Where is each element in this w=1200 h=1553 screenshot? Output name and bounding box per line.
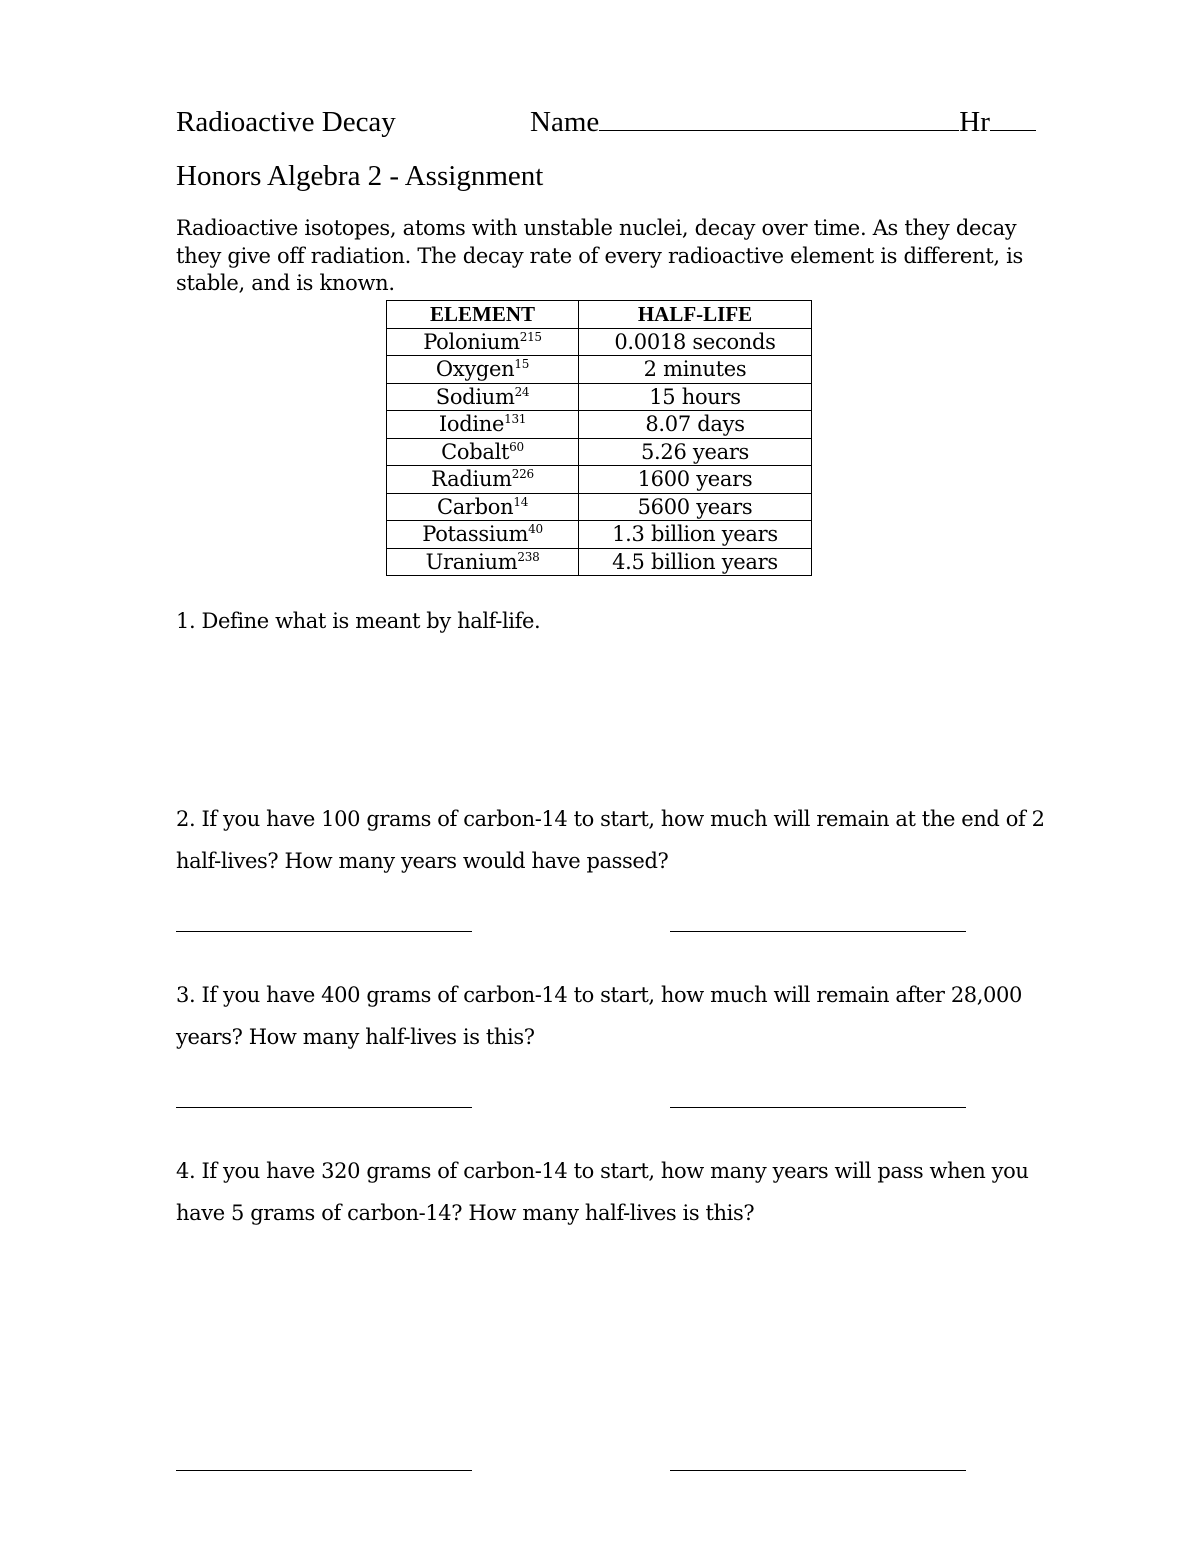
name-label: Name <box>530 106 600 138</box>
table-row <box>387 493 812 521</box>
element-cell: Iodine$^{131}$ <box>387 411 579 439</box>
answer-blank-q4-right[interactable] <box>670 1470 966 1471</box>
element-cell: Sodium$^{24}$ <box>387 383 579 411</box>
half-life-cell: 2 minutes <box>579 356 812 384</box>
column-header-element: ELEMENT <box>387 301 579 329</box>
header-row <box>176 106 1056 146</box>
answer-blank-q2-left[interactable] <box>176 931 472 932</box>
table-row <box>387 548 812 576</box>
table-row <box>387 411 812 439</box>
course-subtitle: Honors Algebra 2 - Assignment <box>176 160 544 192</box>
half-life-cell: 0.0018 seconds <box>579 328 812 356</box>
question-4: 4. If you have 320 grams of carbon-14 to start, how many years will pass when you have 5 grams of carbon-14? How many half-lives is this? <box>176 1159 1029 1225</box>
element-cell: Radium$^{226}$ <box>387 466 579 494</box>
half-life-cell: 1600 years <box>579 466 812 494</box>
table-row <box>387 356 812 384</box>
name-hr-fields <box>530 106 1036 139</box>
table-row <box>387 521 812 549</box>
table-row <box>387 438 812 466</box>
answer-blank-q3-left[interactable] <box>176 1107 472 1108</box>
answer-blank-q3-right[interactable] <box>670 1107 966 1108</box>
table-row <box>387 466 812 494</box>
element-cell: Oxygen$^{15}$ <box>387 356 579 384</box>
name-blank[interactable] <box>599 106 959 131</box>
question-2: 2. If you have 100 grams of carbon-14 to start, how much will remain at the end of 2 half-lives? How many years would have passed? <box>176 807 1045 873</box>
question-3: 3. If you have 400 grams of carbon-14 to start, how much will remain after 28,000 years? How many half-lives is this? <box>176 983 1022 1049</box>
half-life-cell: 4.5 billion years <box>579 548 812 576</box>
element-cell: Uranium$^{238}$ <box>387 548 579 576</box>
half-life-cell: 5.26 years <box>579 438 812 466</box>
table-row <box>387 383 812 411</box>
half-life-cell: 8.07 days <box>579 411 812 439</box>
column-header-half-life: HALF-LIFE <box>579 301 812 329</box>
half-life-table <box>386 300 812 576</box>
table-row <box>387 328 812 356</box>
intro-paragraph: Radioactive isotopes, atoms with unstable nuclei, decay over time. As they decay they give off radiation. The decay rate of every radioactive element is different, is stable, and is known. <box>176 216 1024 295</box>
answer-blank-q2-right[interactable] <box>670 931 966 932</box>
hr-blank[interactable] <box>990 106 1036 131</box>
document-title: Radioactive Decay <box>176 106 396 138</box>
question-1: 1. Define what is meant by half-life. <box>176 609 541 633</box>
element-cell: Carbon$^{14}$ <box>387 493 579 521</box>
half-life-cell: 5600 years <box>579 493 812 521</box>
element-cell: Cobalt$^{60}$ <box>387 438 579 466</box>
element-cell: Polonium$^{215}$ <box>387 328 579 356</box>
answer-blank-q4-left[interactable] <box>176 1470 472 1471</box>
hr-label: Hr <box>959 106 990 138</box>
half-life-cell: 1.3 billion years <box>579 521 812 549</box>
element-cell: Potassium$^{40}$ <box>387 521 579 549</box>
table-header-row <box>387 301 812 329</box>
half-life-cell: 15 hours <box>579 383 812 411</box>
